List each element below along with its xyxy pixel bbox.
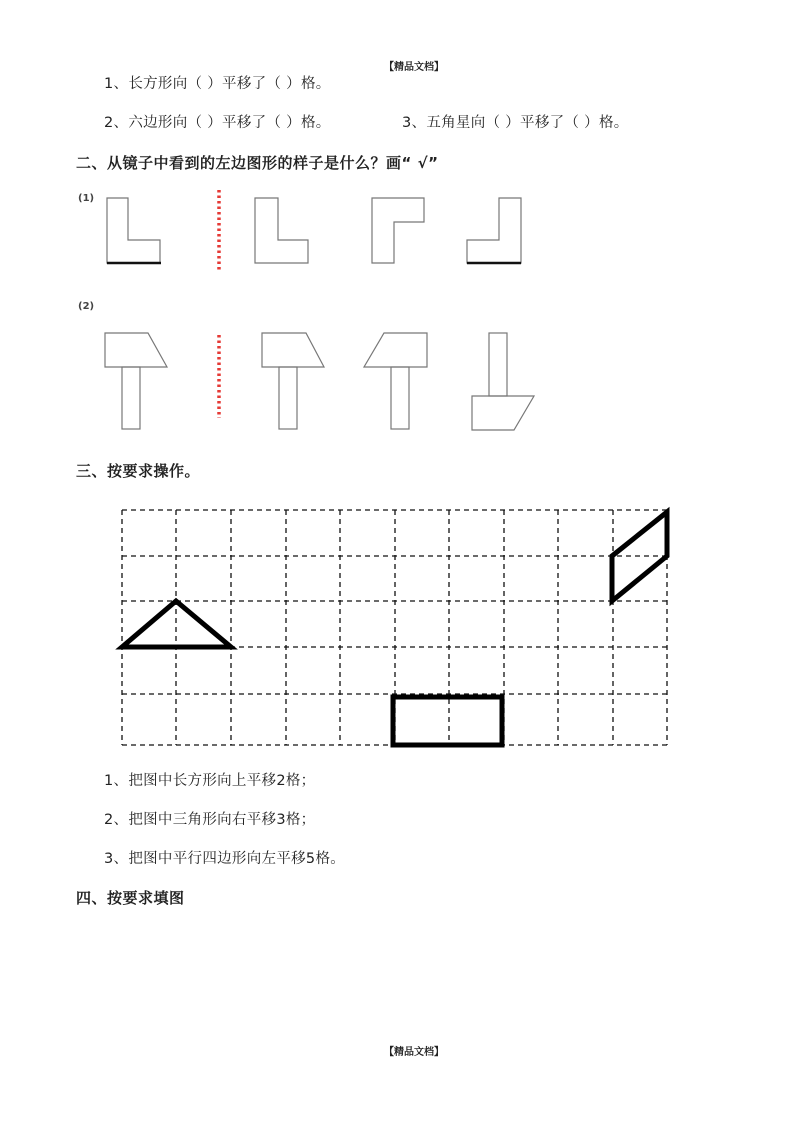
instruction-1: 1、把图中长方形向上平移2格； [104, 773, 316, 789]
section-3-heading: 三、按要求操作。 [76, 462, 201, 480]
instruction-3: 3、把图中平行四边形向左平移5格。 [104, 851, 346, 867]
question-1-2: 2、六边形向（ ）平移了（ ）格。 [104, 115, 331, 131]
item-label-2: (2) [78, 301, 95, 312]
item-label-1: (1) [78, 193, 95, 204]
instruction-2: 2、把图中三角形向右平移3格； [104, 812, 316, 828]
section-4-heading: 四、按要求填图 [76, 889, 185, 907]
page-footer: 【精品文档】 [384, 1047, 444, 1058]
grid-rectangle [393, 697, 502, 745]
question-1-1: 1、长方形向（ ）平移了（ ）格。 [104, 76, 331, 92]
page-header: 【精品文档】 [384, 62, 444, 73]
section-2-heading: 二、从镜子中看到的左边图形的样子是什么？画“ √” [76, 154, 439, 172]
question-1-3: 3、五角星向（ ）平移了（ ）格。 [402, 115, 629, 131]
